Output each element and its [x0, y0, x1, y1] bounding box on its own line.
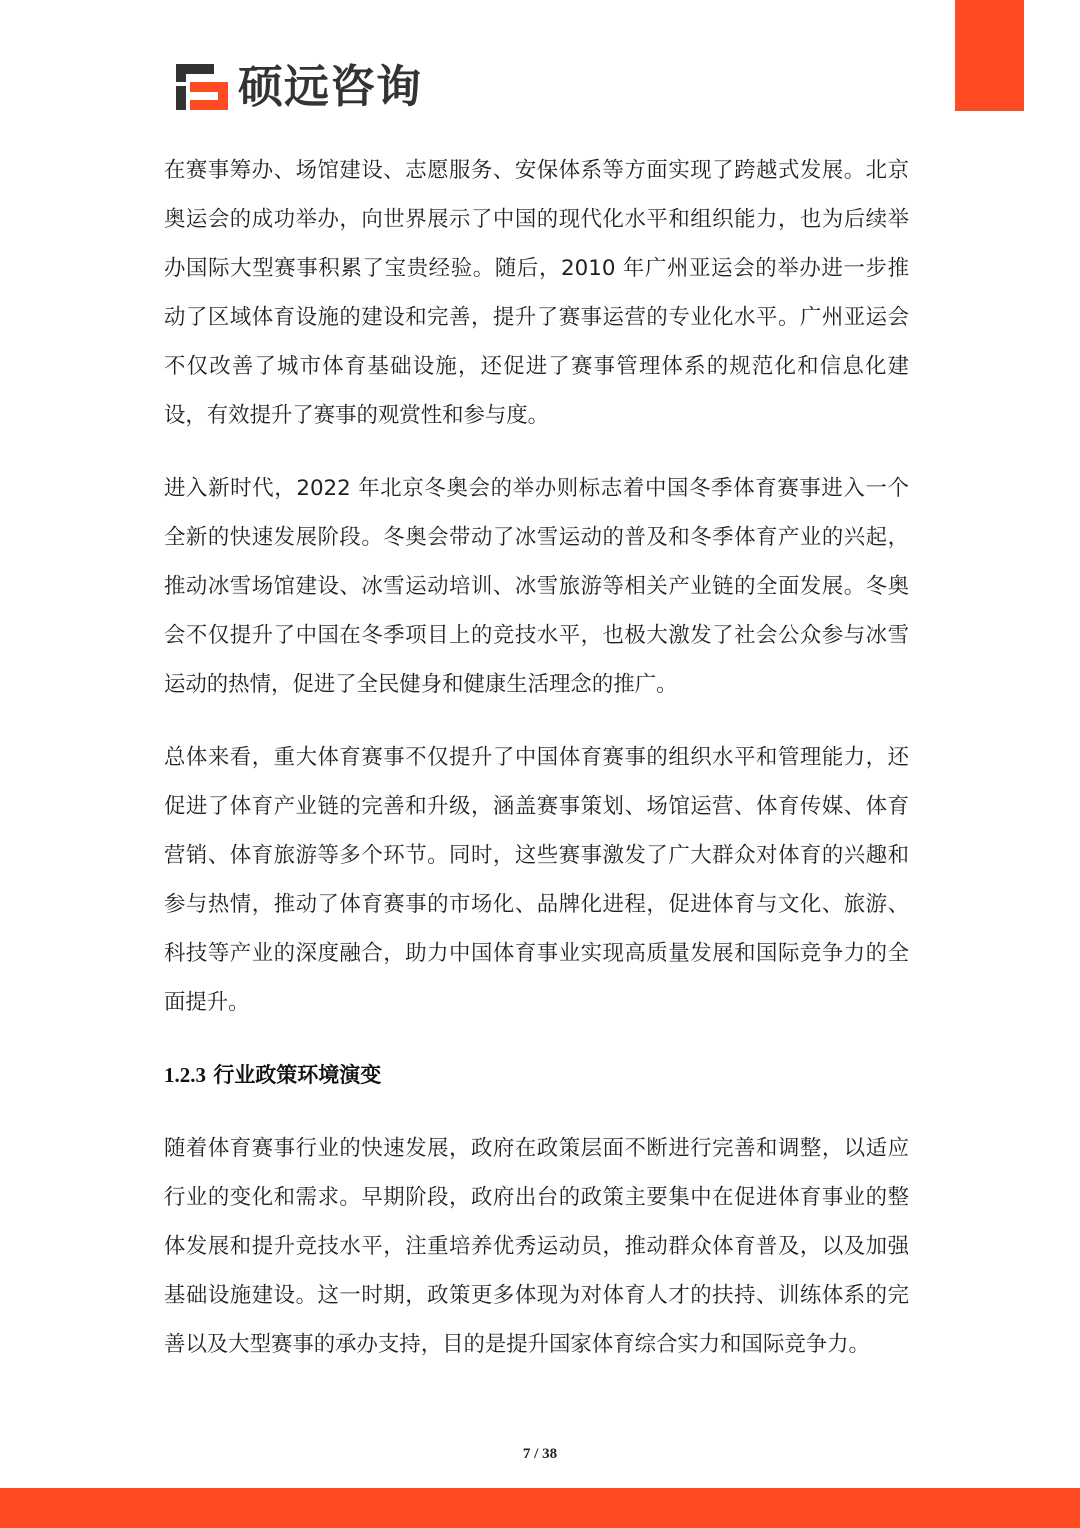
- page-number: 7 / 38: [522, 1446, 558, 1462]
- paragraph-3: 总体来看，重大体育赛事不仅提升了中国体育赛事的组织水平和管理能力，还促进了体育产业链的完善和升级，涵盖赛事策划、场馆运营、体育传媒、体育营销、体育旅游等多个环节。同时，这些赛事激发了广大群众对体育的兴趣和参与热情，推动了体育赛事的市场化、品牌化进程，促进体育与文化、旅游、科技等产业的深度融合，助力中国体育事业实现高质量发展和国际竞争力的全面提升。: [164, 745, 909, 1015]
- brand-name: 硕远咨询: [238, 60, 423, 113]
- brand-mark-icon: [176, 64, 228, 110]
- section-title: 行业政策环境演变: [213, 1063, 382, 1087]
- brand-logo: [176, 62, 422, 112]
- section-number: 1.2.3: [164, 1063, 206, 1087]
- corner-accent-tab: [955, 0, 1024, 111]
- paragraph-2: 进入新时代，2022 年北京冬奥会的举办则标志着中国冬季体育赛事进入一个全新的快速发展阶段。冬奥会带动了冰雪运动的普及和冬季体育产业的兴起，推动冰雪场馆建设、冰雪运动培训、冰雪旅游等相关产业链的全面发展。冬奥会不仅提升了中国在冬季项目上的竞技水平，也极大激发了社会公众参与冰雪运动的热情，促进了全民健身和健康生活理念的推广。: [164, 476, 909, 697]
- footer-accent-bar: [0, 1488, 1080, 1528]
- paragraph-1: 在赛事筹办、场馆建设、志愿服务、安保体系等方面实现了跨越式发展。北京奥运会的成功举办，向世界展示了中国的现代化水平和组织能力，也为后续举办国际大型赛事积累了宝贵经验。随后，2010 年广州亚运会的举办进一步推动了区域体育设施的建设和完善，提升了赛事运营的专业化水平。广州亚运会不仅改善了城市体育基础设施，还促进了赛事管理体系的规范化和信息化建设，有效提升了赛事的观赏性和参与度。: [164, 158, 909, 428]
- section-heading: [164, 1051, 909, 1100]
- section-paragraph: 随着体育赛事行业的快速发展，政府在政策层面不断进行完善和调整，以适应行业的变化和需求。早期阶段，政府出台的政策主要集中在促进体育事业的整体发展和提升竞技水平，注重培养优秀运动员，推动群众体育普及，以及加强基础设施建设。这一时期，政策更多体现为对体育人才的扶持、训练体系的完善以及大型赛事的承办支持，目的是提升国家体育综合实力和国际竞争力。: [164, 1136, 909, 1357]
- document-body: [164, 146, 909, 1369]
